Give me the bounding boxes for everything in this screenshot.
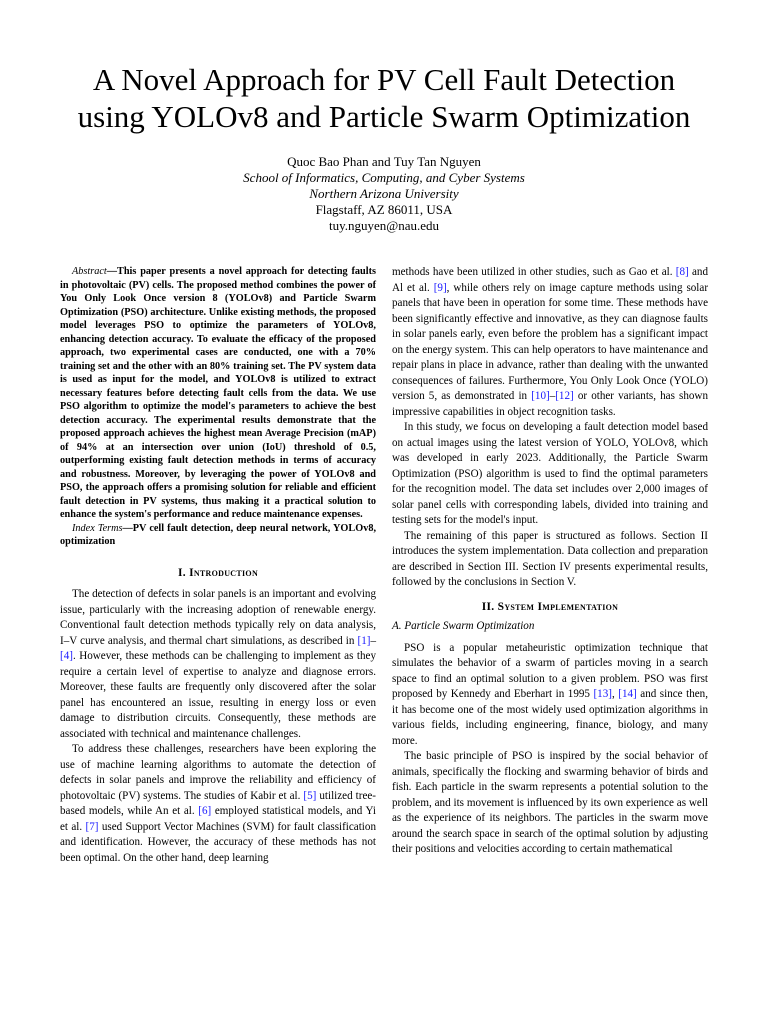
text-run: To address these challenges, researchers have been exploring the use of machine learning algorithms to automate the detection of defects in solar panels and improve the reliability and efficiency of photovoltaic (PV) systems. The studies of Kabir et al. [60,743,376,802]
text-run: – [370,634,376,647]
reference-link[interactable]: [10] [531,390,550,402]
reference-link[interactable]: [4] [60,650,73,662]
reference-link[interactable]: [14] [618,688,637,700]
text-run: or other variants, has shown impressive capabilities in object recognition tasks. [392,390,708,418]
left-column [60,265,376,866]
reference-link[interactable]: [7] [85,820,99,833]
text-run: , [611,688,619,700]
reference-link[interactable]: [12] [555,390,574,402]
pso-paragraph-2: The basic principle of PSO is inspired by the social behavior of animals, specifically the flocking and swarming behavior of birds and fish. Each particle in the swarm represents a potential solution to the problem, and its movement is influenced by its own experience as well as the experience of its neighbors. The particles in the swarm move around the search space in search of the optimal solution by adjusting their positions and velocities according to certain mathematical [392,750,708,855]
affiliation-school: School of Informatics, Computing, and Cyber Systems [243,170,525,185]
reference-link[interactable]: [6] [198,805,212,817]
text-run: employed statistical models, and Yi et al. [60,805,376,833]
paper-title [0,61,768,135]
index-terms-text: —PV cell fault detection, deep neural network, YOLOv8, optimization [60,522,377,547]
index-terms-lead: Index Terms [72,522,123,534]
affiliation-location: Flagstaff, AZ 86011, USA [315,202,453,217]
author-block [0,154,768,234]
pso-paragraph-1 [392,641,708,750]
reference-link[interactable]: [1] [357,634,371,647]
text-run: The detection of defects in solar panels is an important and evolving issue, particularly with the increasing adoption of renewable energy. Conventional fault detection methods typically rely on data analysis, I–V curve analysis, and thermal chart simulations, as described in [60,588,376,647]
reference-link[interactable]: [9] [433,281,447,294]
intro-paragraph-2 [60,742,376,866]
text-run: PSO is a popular metaheuristic optimization technique that simulates the behavior of a swarm of particles moving in a search space to find an optimal solution to a given problem. PSO was first proposed by Kennedy and Eberhart in 1995 [392,641,708,700]
text-run: – [549,390,556,402]
intro-paragraph-3: In this study, we focus on developing a fault detection model based on actual images using the latest version of YOLO, YOLOv8, which was developed in early 2023. Additionally, the Particle Swarm Optimization (PSO) algorithm is used to find the optimal parameters for the recognition model. The data set includes over 2,000 images of solar panel cells with corresponding labels, divided into training and testing sets for the model's input. [392,421,708,526]
subsection-heading-pso: A. Particle Swarm Optimization [392,620,535,632]
text-run: utilized tree-based models, while An et al. [60,789,377,817]
section-heading-introduction: I. Introduction [177,566,259,579]
title-line-2: using YOLOv8 and Particle Swarm Optimization [77,99,691,134]
author-email: tuy.nguyen@nau.edu [328,218,440,233]
text-run: used Support Vector Machines (SVM) for fault classification and identification. However, the accuracy of these methods has not been optimal. On the other hand, deep learning [60,820,376,864]
affiliation-university: Northern Arizona University [309,186,459,201]
intro-paragraph-2-continued [392,265,708,420]
author-names: Quoc Bao Phan and Tuy Tan Nguyen [287,154,481,169]
reference-link[interactable]: [5] [303,789,317,802]
abstract-lead: Abstract [72,266,107,277]
intro-paragraph-4: The remaining of this paper is structured as follows. Section II introduces the system implementation. Data collection and preparation are described in Section III. Section IV presents experimental results, followed by the conclusions in Section V. [392,529,708,588]
text-run: and since then, it has become one of the most widely used optimization algorithms in various fields, including engineering, finance, biology, and many more. [392,688,708,747]
right-column [392,265,708,858]
reference-link[interactable]: [13] [593,688,612,700]
abstract-text: —This paper presents a novel approach for detecting faults in photovoltaic (PV) cells. The proposed method combines the power of You Only Look Once version 8 (YOLOv8) and Particle Swarm Optimization (PSO) architecture. Unlike existing methods, the proposed model leverages PSO to optimize the parameters of YOLOv8, enhancing detection accuracy. To evaluate the efficacy of the proposed approach, two experimental cases are conducted, one with a 70% training set and the other with an 80% training set. The PV system data is used as input for the model, and YOLOv8 is utilized to extract necessary features before detecting fault cells from the data. We use PSO algorithm to optimize the model's parameters to achieve the best detection accuracy. The experimental results demonstrate that the proposed approach achieves the highest mean Average Precision (mAP) of 94% at an intersection over union (IoU) threshold of 0.5, outperforming existing fault detection methods in terms of accuracy and robustness. Moreover, by leveraging the power of YOLOv8 and PSO, the approach offers a promising solution for reliable and efficient fault detection in PV systems, thus making it a practical solution to enhance the system's performance and reduce maintenance expenses. [60,266,376,520]
intro-paragraph-1 [60,587,376,742]
title-line-1: A Novel Approach for PV Cell Fault Detection [92,62,676,97]
text-run: , while others rely on image capture methods using solar panels that have been in operation for some time. These methods have been significantly effective and innovative, as they can diagnose faults in solar panels early, even before the problem has a significant impact on the energy system. This can help operators to have maintenance and repair plans in place in advance, rather than dealing with the unwanted consequences of failures. Furthermore, You Only Look Once (YOLO) version 5, as demonstrated in [392,281,709,402]
reference-link[interactable]: [8] [675,266,689,278]
section-heading-system-implementation: II. System Implementation [481,600,619,613]
abstract [60,265,376,522]
text-run: . However, these methods can be challenging to implement as they require a certain level of expertise to analyze and diagnose errors. Moreover, these faults are frequently only discovered after the solar panel has encountered an issue, resulting in energy loss or even damage to distribution circuits. Consequently, these methods are associated with technical and maintenance challenges. [60,650,376,740]
text-run: and Al et al. [392,266,709,294]
text-run: methods have been utilized in other studies, such as Gao et al. [392,266,676,278]
index-terms [60,522,376,549]
